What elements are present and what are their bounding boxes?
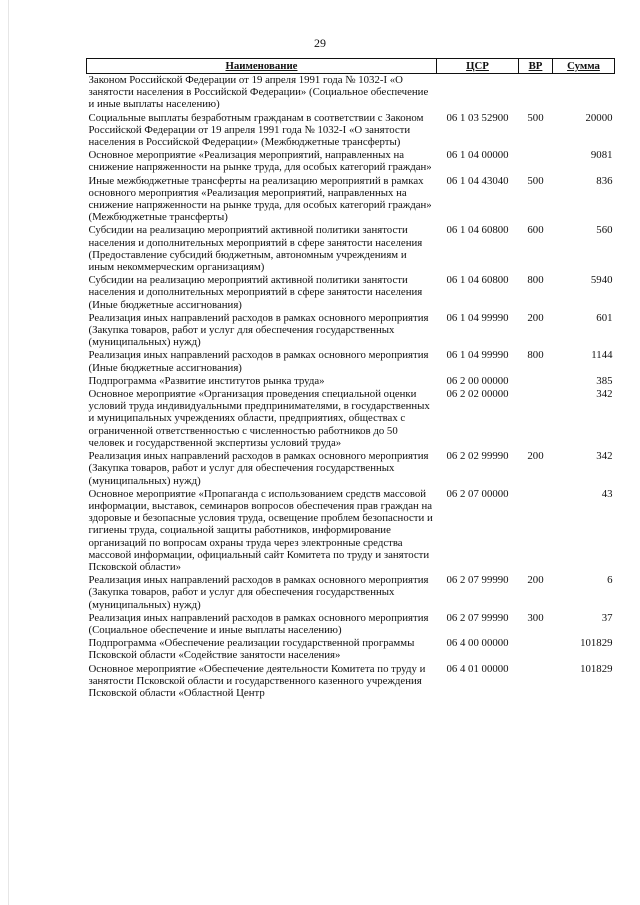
table-row	[87, 612, 615, 637]
row-name: Основное мероприятие «Обеспечение деятельности Комитета по труду и занятости Псковской области и государственного казенного учреждения Псковской области «Областной Центр	[88, 662, 426, 699]
row-csr: 06 1 04 99990	[446, 349, 509, 362]
row-csr: 06 2 07 99990	[446, 574, 509, 587]
row-csr: 06 2 02 00000	[446, 388, 509, 401]
row-vr: 800	[527, 274, 544, 287]
row-vr	[519, 637, 553, 662]
header-name: Наименование	[87, 59, 437, 74]
table-row	[87, 388, 615, 450]
header-csr: ЦСР	[437, 59, 519, 74]
row-csr: 06 2 07 99990	[446, 611, 509, 624]
table-row	[87, 450, 615, 488]
row-vr	[519, 375, 553, 388]
row-sum: 342	[596, 388, 613, 401]
row-csr: 06 1 04 60800	[446, 224, 509, 237]
table-row	[87, 112, 615, 150]
row-name: Основное мероприятие «Пропаганда с использованием средств массовой информации, выставок, семинаров вопросов обеспечения прав граждан на здоровые и безопасные условия труда, освещение проблем безопасности и гигиены труда, социальной защиты работников, информирование организаций по вопросам охраны труда через электронные средства массовой информации, официальный сайт Комитета по труду и занятости Псковской области»	[88, 487, 433, 573]
scan-edge-line	[8, 0, 9, 905]
row-csr: 06 1 04 99990	[446, 311, 509, 324]
row-sum: 101829	[580, 662, 613, 675]
row-vr	[519, 149, 553, 174]
table-row	[87, 74, 615, 112]
row-sum: 9081	[590, 149, 613, 162]
row-vr	[519, 388, 553, 450]
row-name: Реализация иных направлений расходов в рамках основного мероприятия (Закупка товаров, работ и услуг для обеспечения государственных (муниципальных) нужд)	[88, 450, 429, 487]
row-csr: 06 2 07 00000	[446, 487, 509, 500]
row-vr: 200	[527, 450, 544, 463]
table-row	[87, 574, 615, 612]
table-row	[87, 488, 615, 574]
row-name: Социальные выплаты безработным гражданам в соответствии с Законом Российской Федерации от 19 апреля 1991 года № 1032-I «О занятости населения в Российской Федерации» (Межбюджетные трансферты)	[88, 111, 424, 149]
row-name: Основное мероприятие «Организация проведения специальной оценки условий труда индивидуальными предпринимателями, в государственных и муниципальных учреждениях области, предприятиях, обществах с ограниченной ответственностью с численностью работников до 50 человек и государственной экспертизы условий труда»	[88, 388, 430, 449]
row-vr: 300	[527, 611, 544, 624]
row-csr	[437, 74, 519, 112]
row-csr: 06 4 00 00000	[446, 637, 509, 650]
page-number: 29	[314, 36, 326, 50]
row-csr: 06 1 04 43040	[446, 174, 509, 187]
row-sum: 385	[596, 374, 613, 387]
row-name: Реализация иных направлений расходов в рамках основного мероприятия (Закупка товаров, работ и услуг для обеспечения государственных (муниципальных) нужд)	[88, 574, 429, 611]
table-row	[87, 349, 615, 374]
row-sum: 1144	[591, 349, 613, 362]
row-sum: 836	[596, 174, 613, 187]
table-header-row	[87, 59, 615, 74]
row-vr: 800	[527, 349, 544, 362]
table-row	[87, 175, 615, 225]
header-vr: ВР	[519, 59, 553, 74]
row-sum: 6	[607, 574, 613, 587]
row-sum: 37	[601, 611, 613, 624]
row-vr	[519, 74, 553, 112]
row-name: Законом Российской Федерации от 19 апреля 1991 года № 1032-I «О занятости населения в Российской Федерации» (Социальное обеспечение и иные выплаты населению)	[88, 74, 429, 111]
row-csr: 06 2 02 99990	[446, 450, 509, 463]
row-name: Подпрограмма «Обеспечение реализации государственной программы Псковской области «Содействие занятости населения»	[88, 637, 415, 662]
row-vr: 500	[527, 111, 544, 124]
table-row	[87, 637, 615, 662]
row-name: Реализация иных направлений расходов в рамках основного мероприятия (Закупка товаров, работ и услуг для обеспечения государственных (муниципальных) нужд)	[88, 311, 429, 349]
row-vr: 200	[527, 574, 544, 587]
row-sum: 5940	[590, 274, 613, 287]
row-sum	[553, 74, 615, 112]
row-sum: 342	[596, 450, 613, 463]
header-sum: Сумма	[553, 59, 615, 74]
table-row	[87, 663, 615, 701]
row-name: Субсидии на реализацию мероприятий активной политики занятости населения и дополнительных мероприятий в сфере занятости населения (Предоставление субсидий бюджетным, автономным учреждениям и иным некоммерческим организациям)	[88, 224, 423, 274]
row-vr: 600	[527, 224, 544, 237]
row-name: Иные межбюджетные трансферты на реализацию мероприятий в рамках основного мероприятия «Реализация мероприятий, направленных на снижение напряженности на рынке труда, для особых категорий граждан» (Межбюджетные трансферты)	[88, 174, 432, 224]
row-vr	[519, 663, 553, 701]
table-row	[87, 224, 615, 274]
table-row	[87, 274, 615, 312]
row-csr: 06 4 01 00000	[446, 662, 509, 675]
row-sum: 560	[596, 224, 613, 237]
row-name: Реализация иных направлений расходов в рамках основного мероприятия (Социальное обеспечение и иные выплаты населению)	[88, 611, 429, 636]
row-csr: 06 1 04 60800	[446, 274, 509, 287]
table-row	[87, 149, 615, 174]
row-csr: 06 1 03 52900	[446, 111, 509, 124]
row-name: Подпрограмма «Развитие институтов рынка труда»	[88, 374, 325, 387]
table-row	[87, 312, 615, 350]
row-csr: 06 2 00 00000	[446, 374, 509, 387]
row-sum: 20000	[585, 111, 613, 124]
budget-table	[86, 58, 615, 700]
row-vr	[519, 488, 553, 574]
row-sum: 601	[596, 311, 613, 324]
row-csr: 06 1 04 00000	[446, 149, 509, 162]
row-vr: 500	[527, 174, 544, 187]
row-sum: 101829	[580, 637, 613, 650]
row-vr: 200	[527, 311, 544, 324]
table-row	[87, 375, 615, 388]
row-name: Реализация иных направлений расходов в рамках основного мероприятия (Иные бюджетные ассигнования)	[88, 349, 429, 374]
row-name: Основное мероприятие «Реализация мероприятий, направленных на снижение напряженности на рынке труда, для особых категорий граждан»	[88, 149, 432, 174]
row-name: Субсидии на реализацию мероприятий активной политики занятости населения и дополнительных мероприятий в сфере занятости населения (Иные бюджетные ассигнования)	[88, 274, 423, 311]
row-sum: 43	[601, 487, 613, 500]
